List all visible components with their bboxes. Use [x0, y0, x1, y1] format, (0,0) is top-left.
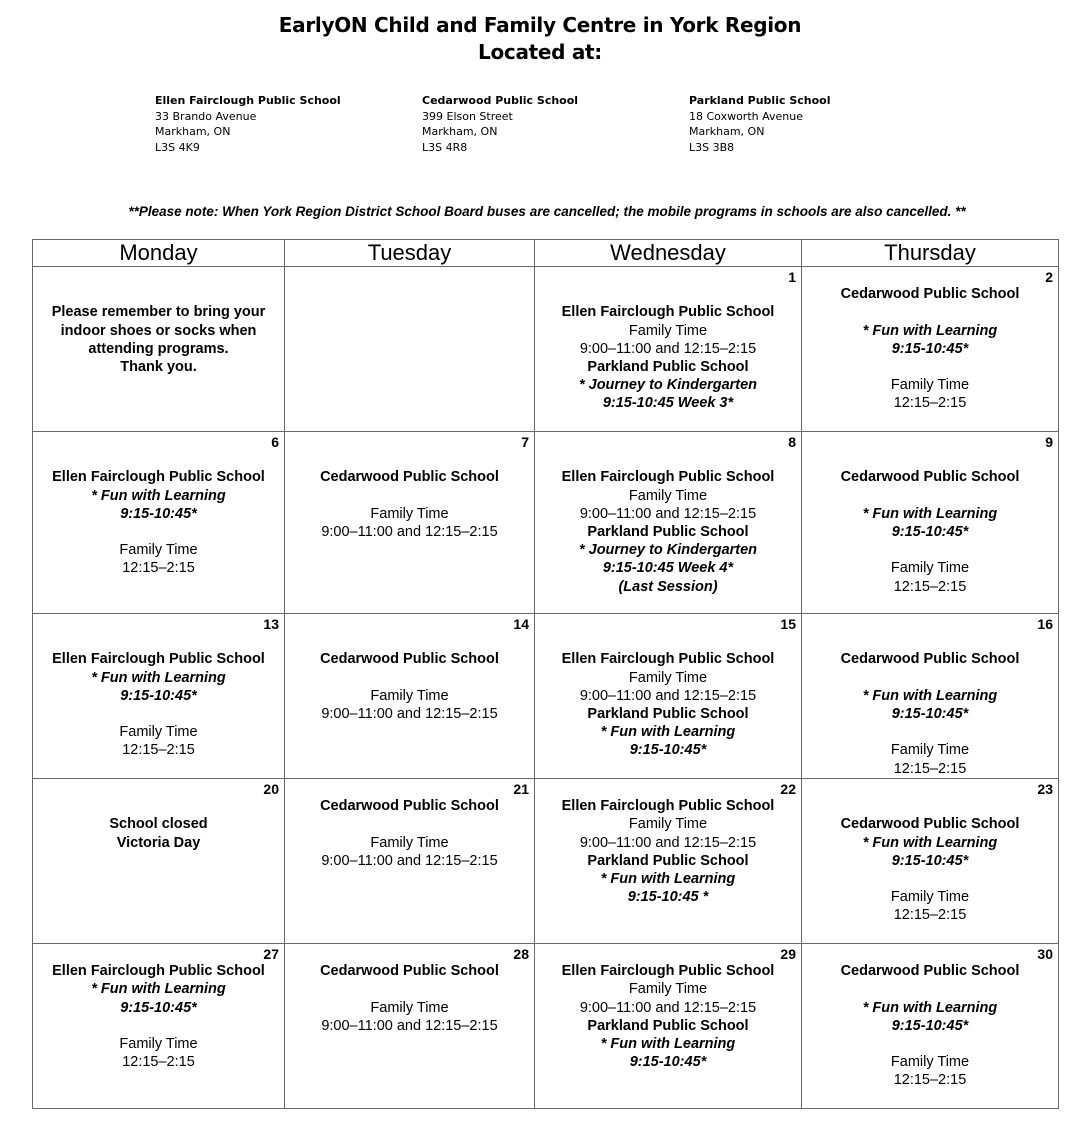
calendar-day-cell	[33, 432, 285, 614]
location-name: Ellen Fairclough Public School	[155, 94, 341, 107]
program-line: 12:15–2:15	[122, 742, 195, 759]
program-line: Cedarwood Public School	[840, 963, 1020, 980]
day-number: 15	[780, 616, 796, 632]
program-line: Family Time	[119, 724, 198, 741]
program-line: * Fun with Learning	[91, 669, 226, 686]
program-line: Parkland Public School	[587, 523, 749, 540]
program-line: Please remember to bring your	[51, 304, 266, 321]
location-street: 399 Elson Street	[422, 109, 513, 123]
day-number: 27	[263, 946, 279, 962]
program-line: * Fun with Learning	[862, 505, 998, 522]
program-line: * Fun with Learning	[862, 999, 998, 1016]
calendar-day-cell	[535, 614, 802, 779]
program-line: 12:15–2:15	[893, 1072, 967, 1089]
calendar-week-row	[33, 267, 1059, 432]
day-number: 16	[1037, 616, 1053, 632]
program-line: Family Time	[628, 816, 708, 833]
day-header-thursday: Thursday	[802, 240, 1059, 267]
line-spacer	[285, 614, 534, 632]
line-spacer	[285, 944, 534, 962]
program-line: 9:15-10:45*	[629, 1054, 707, 1071]
calendar-day-cell	[535, 267, 802, 432]
line-spacer	[802, 632, 1058, 650]
calendar-day-cell	[285, 614, 535, 779]
calendar-day-cell	[285, 944, 535, 1109]
line-spacer	[535, 779, 801, 797]
location-name: Cedarwood Public School	[422, 94, 579, 107]
line-spacer	[285, 487, 534, 505]
program-line: Family Time	[890, 560, 970, 577]
calendar-day-cell	[285, 779, 535, 944]
location-ellen-fairclough	[155, 93, 341, 155]
program-line: Family Time	[119, 542, 198, 559]
page-title	[0, 12, 1080, 66]
line-spacer	[802, 980, 1058, 998]
line-spacer	[535, 267, 801, 285]
day-number: 8	[788, 434, 796, 450]
line-spacer	[33, 1017, 284, 1035]
day-number: 1	[788, 269, 796, 285]
program-line: 9:15-10:45 Week 4*	[602, 560, 734, 577]
line-spacer	[802, 614, 1058, 632]
location-city: Markham, ON	[155, 125, 231, 138]
location-postal: L3S 4K9	[155, 140, 200, 154]
program-line: 9:15-10:45*	[891, 1017, 969, 1034]
program-line: 9:15-10:45*	[120, 505, 197, 522]
program-line: attending programs.	[88, 340, 229, 357]
program-line: Parkland Public School	[587, 1017, 749, 1034]
line-spacer	[33, 632, 284, 650]
program-line: 9:00–11:00 and 12:15–2:15	[579, 834, 757, 851]
line-spacer	[802, 669, 1058, 687]
line-spacer	[802, 797, 1058, 815]
program-line: Cedarwood Public School	[320, 798, 499, 815]
program-line: Ellen Fairclough Public School	[52, 651, 265, 668]
program-line: 9:00–11:00 and 12:15–2:15	[321, 523, 498, 540]
location-street: 18 Coxworth Avenue	[689, 109, 803, 123]
line-spacer	[535, 944, 801, 962]
program-line: Family Time	[628, 669, 708, 686]
program-line: * Fun with Learning	[862, 687, 998, 704]
program-line: 9:15-10:45*	[120, 687, 197, 704]
day-number: 29	[780, 946, 796, 962]
line-spacer	[33, 267, 284, 285]
program-line: 9:00–11:00 and 12:15–2:15	[579, 505, 757, 522]
calendar-day-cell	[285, 267, 535, 432]
line-spacer	[285, 632, 534, 650]
line-spacer	[802, 487, 1058, 505]
day-number: 30	[1037, 946, 1053, 962]
day-header-tuesday: Tuesday	[285, 240, 535, 267]
line-spacer	[33, 705, 284, 723]
day-number: 7	[521, 434, 529, 450]
program-line: 9:15-10:45*	[891, 852, 969, 869]
program-line: Family Time	[890, 889, 970, 906]
day-number: 28	[513, 946, 529, 962]
line-spacer	[802, 450, 1058, 468]
day-number: 14	[513, 616, 529, 632]
location-cedarwood	[422, 93, 578, 155]
day-number: 2	[1045, 269, 1053, 285]
line-spacer	[33, 523, 284, 541]
program-line: Ellen Fairclough Public School	[561, 798, 775, 815]
title-line-1: EarlyON Child and Family Centre in York Region	[278, 13, 802, 37]
program-line: Parkland Public School	[587, 705, 749, 722]
line-spacer	[33, 614, 284, 632]
calendar-day-cell	[33, 779, 285, 944]
program-line: Victoria Day	[116, 834, 201, 851]
program-line: Family Time	[628, 322, 708, 339]
cancellation-note: **Please note: When York Region District School Board buses are cancelled; the mobile programs in schools are also cancelled. **	[128, 204, 966, 219]
day-header-wednesday: Wednesday	[535, 240, 802, 267]
program-line: School closed	[109, 816, 208, 833]
calendar-table	[32, 239, 1059, 1109]
line-spacer	[33, 450, 284, 468]
calendar-day-cell	[535, 779, 802, 944]
line-spacer	[802, 358, 1058, 376]
day-header-monday: Monday	[33, 240, 285, 267]
program-line: 12:15–2:15	[893, 578, 967, 595]
calendar-day-cell	[33, 267, 285, 432]
line-spacer	[802, 723, 1058, 741]
calendar-day-cell	[802, 267, 1059, 432]
program-line: Ellen Fairclough Public School	[561, 304, 775, 321]
calendar-day-cell	[33, 614, 285, 779]
day-number: 9	[1045, 434, 1053, 450]
location-parkland	[689, 93, 830, 155]
location-name: Parkland Public School	[689, 94, 831, 107]
day-number: 21	[513, 781, 529, 797]
line-spacer	[285, 450, 534, 468]
line-spacer	[285, 980, 534, 998]
line-spacer	[535, 450, 801, 468]
program-line: * Fun with Learning	[91, 487, 226, 504]
calendar-header-row	[33, 240, 1059, 267]
day-number: 20	[263, 781, 279, 797]
calendar-week-row	[33, 944, 1059, 1109]
calendar-week-row	[33, 614, 1059, 779]
program-line: 12:15–2:15	[893, 395, 967, 412]
program-line: Family Time	[628, 487, 708, 504]
program-line: * Journey to Kindergarten	[578, 377, 758, 394]
program-line: 9:15-10:45*	[891, 340, 969, 357]
program-line: Family Time	[370, 687, 449, 704]
program-line: Cedarwood Public School	[840, 286, 1020, 303]
program-line: Ellen Fairclough Public School	[561, 963, 775, 980]
program-line: * Fun with Learning	[600, 1036, 736, 1052]
calendar-day-cell	[535, 944, 802, 1109]
line-spacer	[285, 815, 534, 833]
line-spacer	[802, 432, 1058, 450]
calendar-day-cell	[802, 944, 1059, 1109]
program-line: Ellen Fairclough Public School	[52, 469, 265, 486]
line-spacer	[802, 303, 1058, 321]
line-spacer	[535, 285, 801, 303]
calendar-day-cell	[33, 944, 285, 1109]
program-line: Ellen Fairclough Public School	[561, 469, 775, 486]
program-line: 12:15–2:15	[893, 907, 967, 924]
line-spacer	[285, 779, 534, 797]
program-line: Cedarwood Public School	[320, 469, 499, 486]
program-line: Family Time	[890, 1054, 970, 1071]
line-spacer	[802, 870, 1058, 888]
line-spacer	[33, 944, 284, 962]
program-line: 9:15-10:45*	[891, 705, 969, 722]
program-line: 9:00–11:00 and 12:15–2:15	[579, 340, 757, 357]
program-line: 9:15-10:45*	[891, 523, 969, 540]
program-line: Family Time	[370, 505, 449, 522]
program-line: indoor shoes or socks when	[60, 322, 257, 339]
program-line: Parkland Public School	[587, 852, 749, 869]
program-line: 9:00–11:00 and 12:15–2:15	[579, 999, 757, 1016]
program-line: Ellen Fairclough Public School	[52, 963, 265, 980]
line-spacer	[33, 797, 284, 815]
program-line: 9:15-10:45 Week 3*	[602, 395, 734, 412]
program-line: 9:15-10:45*	[629, 742, 707, 759]
line-spacer	[33, 779, 284, 797]
program-line: 12:15–2:15	[893, 760, 967, 777]
program-line: Thank you.	[120, 358, 197, 375]
calendar-day-cell	[535, 432, 802, 614]
program-line: Family Time	[370, 834, 449, 851]
program-line: Parkland Public School	[587, 358, 749, 375]
program-line: Ellen Fairclough Public School	[561, 651, 775, 668]
program-line: 9:00–11:00 and 12:15–2:15	[321, 852, 498, 869]
program-line: 12:15–2:15	[122, 560, 195, 577]
line-spacer	[33, 432, 284, 450]
program-line: Family Time	[628, 981, 708, 998]
location-city: Markham, ON	[689, 125, 765, 138]
day-number: 6	[271, 434, 279, 450]
line-spacer	[33, 285, 284, 303]
line-spacer	[285, 432, 534, 450]
program-line: * Journey to Kindergarten	[578, 542, 758, 559]
location-postal: L3S 3B8	[689, 140, 735, 154]
program-line: 9:15-10:45*	[120, 999, 197, 1016]
program-line: Family Time	[890, 377, 970, 394]
calendar-week-row	[33, 779, 1059, 944]
line-spacer	[535, 432, 801, 450]
program-line: * Fun with Learning	[600, 724, 736, 741]
program-line: Cedarwood Public School	[840, 816, 1020, 833]
line-spacer	[802, 541, 1058, 559]
program-line: (Last Session)	[618, 578, 718, 595]
program-line: * Fun with Learning	[862, 322, 998, 339]
program-line: 9:00–11:00 and 12:15–2:15	[579, 687, 757, 704]
program-line: Family Time	[119, 1035, 198, 1052]
program-line: Cedarwood Public School	[320, 651, 499, 668]
line-spacer	[535, 614, 801, 632]
line-spacer	[802, 944, 1058, 962]
calendar-day-cell	[802, 779, 1059, 944]
program-line: Cedarwood Public School	[840, 469, 1020, 486]
program-line: 9:00–11:00 and 12:15–2:15	[321, 705, 498, 722]
program-line: 12:15–2:15	[122, 1054, 195, 1071]
location-postal: L3S 4R8	[422, 140, 468, 154]
location-street: 33 Brando Avenue	[155, 109, 257, 123]
line-spacer	[802, 1035, 1058, 1053]
program-line: Cedarwood Public School	[840, 651, 1020, 668]
program-line: * Fun with Learning	[600, 871, 736, 887]
calendar-week-row	[33, 432, 1059, 614]
program-line: Cedarwood Public School	[320, 963, 499, 980]
program-line: Family Time	[890, 742, 970, 759]
program-line: * Fun with Learning	[862, 834, 998, 851]
line-spacer	[535, 632, 801, 650]
program-line: 9:00–11:00 and 12:15–2:15	[321, 1017, 498, 1034]
location-city: Markham, ON	[422, 125, 498, 138]
calendar-day-cell	[285, 432, 535, 614]
day-number: 23	[1037, 781, 1053, 797]
day-number: 22	[780, 781, 796, 797]
calendar-day-cell	[802, 614, 1059, 779]
line-spacer	[285, 669, 534, 687]
line-spacer	[802, 779, 1058, 797]
day-number: 13	[263, 616, 279, 632]
title-line-2: Located at:	[478, 40, 602, 64]
program-line: * Fun with Learning	[91, 981, 226, 998]
line-spacer	[802, 267, 1058, 285]
calendar-day-cell	[802, 432, 1059, 614]
program-line: 9:15-10:45 *	[627, 889, 709, 906]
program-line: Family Time	[370, 999, 449, 1016]
